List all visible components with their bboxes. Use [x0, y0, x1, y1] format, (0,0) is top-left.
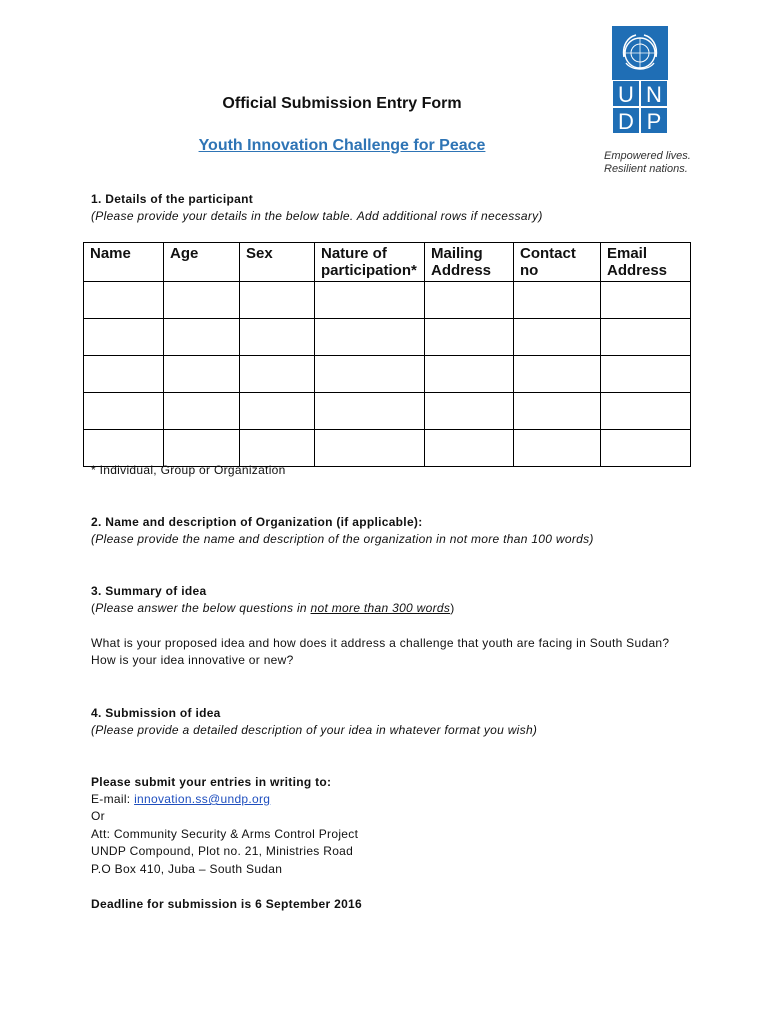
address-line: UNDP Compound, Plot no. 21, Ministries Road: [91, 844, 354, 858]
table-row: [84, 393, 691, 430]
table-cell[interactable]: [240, 319, 315, 356]
contact-heading: Please submit your entries in writing to:: [91, 775, 332, 789]
table-cell[interactable]: [240, 356, 315, 393]
logo-letter: N: [640, 80, 668, 107]
table-cell[interactable]: [164, 319, 240, 356]
table-cell[interactable]: [315, 430, 425, 467]
question-innovation: How is your idea innovative or new?: [91, 653, 294, 667]
table-cell[interactable]: [601, 282, 691, 319]
table-cell[interactable]: [601, 356, 691, 393]
table-row: [84, 282, 691, 319]
table-cell[interactable]: [315, 356, 425, 393]
section1-instruction: (Please provide your details in the below table. Add additional rows if necessary): [91, 209, 543, 223]
tagline-line: Resilient nations.: [604, 163, 688, 175]
tagline-line: Empowered lives.: [604, 150, 691, 162]
table-footnote: * Individual, Group or Organization: [91, 463, 286, 477]
table-cell[interactable]: [84, 393, 164, 430]
table-cell[interactable]: [514, 282, 601, 319]
table-cell[interactable]: [601, 430, 691, 467]
section2-instruction: (Please provide the name and description of the organization in not more than 100 words): [91, 532, 594, 546]
table-cell[interactable]: [84, 356, 164, 393]
address-line: P.O Box 410, Juba – South Sudan: [91, 862, 283, 876]
table-cell[interactable]: [164, 393, 240, 430]
section4-instruction: (Please provide a detailed description of your idea in whatever format you wish): [91, 723, 538, 737]
logo-letter: P: [640, 107, 668, 134]
table-cell[interactable]: [514, 319, 601, 356]
word-limit: not more than 300 words: [310, 601, 451, 615]
email-link[interactable]: innovation.ss@undp.org: [134, 792, 271, 806]
paren-close: ): [450, 601, 455, 615]
table-cell[interactable]: [514, 430, 601, 467]
table-cell[interactable]: [164, 356, 240, 393]
table-cell[interactable]: [315, 319, 425, 356]
section3-heading: 3. Summary of idea: [91, 584, 207, 598]
section2-heading: 2. Name and description of Organization (if applicable):: [91, 515, 423, 529]
logo-letter: D: [612, 107, 640, 134]
section3-instruction: [91, 600, 454, 617]
un-emblem-icon: [612, 26, 668, 80]
column-header: Email Address: [601, 243, 691, 282]
paren-open: (: [91, 601, 96, 615]
table-cell[interactable]: [164, 430, 240, 467]
table-row: [84, 430, 691, 467]
table-row: [84, 319, 691, 356]
table-cell[interactable]: [514, 356, 601, 393]
table-cell[interactable]: [240, 282, 315, 319]
table-header-row: [84, 243, 691, 282]
undp-logo: [612, 26, 668, 134]
section4-heading: 4. Submission of idea: [91, 706, 221, 720]
table-cell[interactable]: [315, 282, 425, 319]
table-cell[interactable]: [84, 282, 164, 319]
table-cell[interactable]: [84, 319, 164, 356]
column-header: Age: [164, 243, 240, 282]
email-label: E-mail:: [91, 792, 135, 806]
table-cell[interactable]: [425, 430, 514, 467]
deadline-text: Deadline for submission is 6 September 2016: [91, 897, 362, 911]
table-cell[interactable]: [425, 356, 514, 393]
table-row: [84, 356, 691, 393]
instruction-text: Please answer the below questions in: [95, 601, 311, 615]
table-cell[interactable]: [164, 282, 240, 319]
column-header: Nature of participation*: [315, 243, 425, 282]
attention-line: Att: Community Security & Arms Control Project: [91, 827, 359, 841]
or-text: Or: [91, 809, 105, 823]
participants-table: [83, 242, 691, 467]
column-header: Mailing Address: [425, 243, 514, 282]
column-header: Name: [84, 243, 164, 282]
table-cell[interactable]: [315, 393, 425, 430]
table-cell[interactable]: [425, 282, 514, 319]
column-header: Contact no: [514, 243, 601, 282]
column-header: Sex: [240, 243, 315, 282]
section1-heading: 1. Details of the participant: [91, 192, 254, 206]
table-cell[interactable]: [425, 319, 514, 356]
email-line: [91, 791, 270, 808]
table-cell[interactable]: [84, 430, 164, 467]
page-subtitle: Youth Innovation Challenge for Peace: [198, 137, 486, 154]
table-cell[interactable]: [425, 393, 514, 430]
table-cell[interactable]: [601, 319, 691, 356]
table-cell[interactable]: [240, 393, 315, 430]
table-cell[interactable]: [514, 393, 601, 430]
table-cell[interactable]: [601, 393, 691, 430]
table-cell[interactable]: [240, 430, 315, 467]
logo-letter: U: [612, 80, 640, 107]
page-title: Official Submission Entry Form: [222, 95, 462, 112]
question-idea: What is your proposed idea and how does it address a challenge that youth are facing in South Sudan?: [91, 636, 670, 650]
